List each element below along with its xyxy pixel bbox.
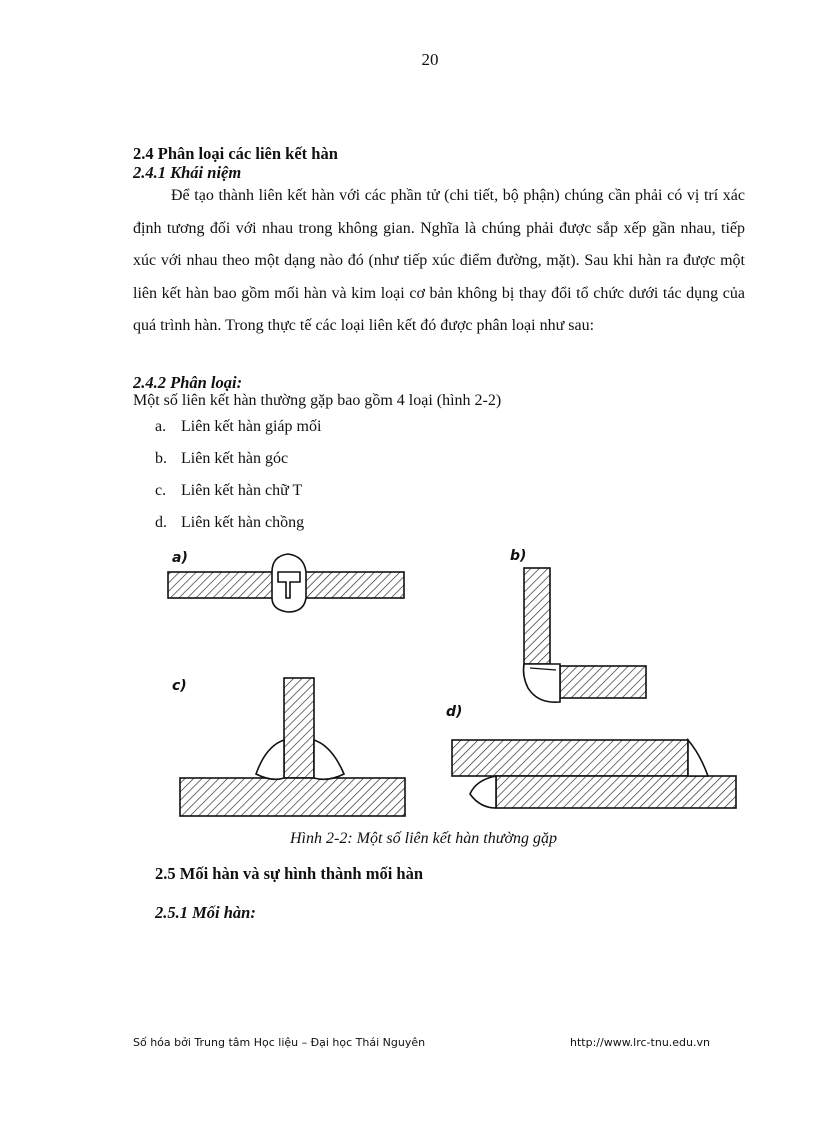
label-a: a) (172, 550, 188, 566)
list-item-marker: d. (155, 514, 167, 531)
butt-joint-diagram (168, 554, 404, 612)
welded-joints-figure (160, 540, 740, 820)
section-2-4-1-heading: 2.4.1 Khái niệm (133, 163, 242, 182)
list-item (155, 482, 302, 500)
section-2-5-heading: 2.5 Mối hàn và sự hình thành mối hàn (155, 864, 424, 883)
list-item (155, 450, 288, 468)
concept-paragraph (133, 180, 745, 343)
section-2-4-heading: 2.4 Phân loại các liên kết hàn (133, 144, 338, 163)
list-item-marker: b. (155, 450, 167, 467)
label-b: b) (510, 548, 527, 564)
label-d: d) (446, 704, 463, 720)
footer-url: http://www.lrc-tnu.edu.vn (570, 1036, 710, 1049)
classification-intro: Một số liên kết hàn thường gặp bao gồm 4 loại (hình 2-2) (133, 392, 502, 409)
list-item-marker: a. (155, 418, 167, 435)
footer-source: Số hóa bởi Trung tâm Học liệu – Đại học Thái Nguyên (133, 1036, 426, 1049)
list-item-text: Liên kết hàn chữ T (181, 482, 303, 499)
list-item-text: Liên kết hàn chồng (181, 514, 305, 531)
list-item (155, 418, 321, 436)
lap-joint-diagram (452, 740, 736, 808)
list-item-marker: c. (155, 482, 167, 499)
list-item-text: Liên kết hàn giáp mối (181, 418, 322, 435)
section-2-5-1-heading: 2.5.1 Mối hàn: (155, 903, 256, 922)
label-c: c) (172, 678, 187, 694)
page-number: 20 (421, 50, 439, 69)
list-item-text: Liên kết hàn góc (181, 450, 289, 467)
concept-paragraph-text: Để tạo thành liên kết hàn với các phần tử (chi tiết, bộ phận) chúng cần phải có vị trí xác định tương đối với nhau trong không gian. Nghĩa là chúng phải được sắp xếp gần nhau, tiếp xúc với nhau theo một dạng nào đó (như tiếp xúc điểm đường, mặt). Sau khi hàn ra được một liên kết hàn bao gồm mối hàn và kim loại cơ bản không bị thay đổi tổ chức dưới tác dụng của quá trình hàn. Trong thực tế các loại liên kết đó được phân loại như sau: (133, 187, 745, 335)
figure-caption: Hình 2-2: Một số liên kết hàn thường gặp (290, 830, 558, 847)
section-2-4-2-heading: 2.4.2 Phân loại: (133, 373, 243, 392)
corner-joint-diagram (524, 568, 647, 702)
t-joint-diagram (180, 678, 405, 816)
list-item (155, 514, 304, 532)
